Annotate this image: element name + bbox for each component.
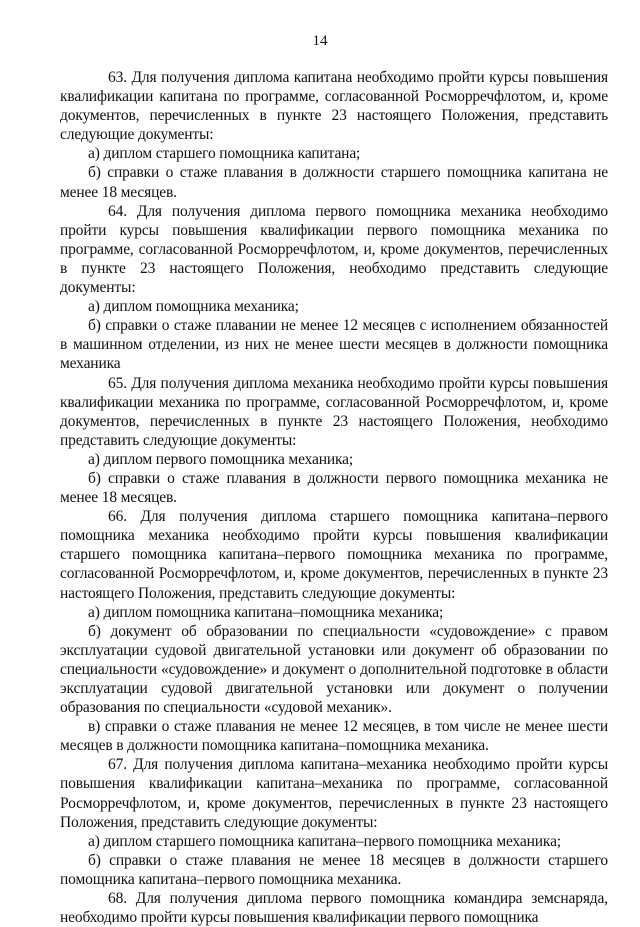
paragraph-65: 65. Для получения диплома механика необходимо пройти курсы повышения квалификации механика по программе, согласованной Росморречфлотом, и, кроме документов, перечисленных в пункте 23 настоящего Положения, необходимо представить следующие документы: bbox=[60, 374, 608, 449]
list-item: а) диплом первого помощника механика; bbox=[88, 450, 354, 468]
paragraph-66: 66. Для получения диплома старшего помощника капитана–первого помощника механика необходимо пройти курсы повышения квалификации старшего помощника капитана–первого помощника механика по программе, согласованной Росморречфлотом, и, кроме документов, перечисленных в пункте 23 настоящего Положения, представить следующие документы: bbox=[60, 508, 608, 602]
paragraph-68: 68. Для получения диплома первого помощника командира земснаряда, необходимо пройти курсы повышения квалификации первого помощника bbox=[60, 890, 608, 927]
list-item: б) справки о стаже плавания не менее 18 месяцев в должности старшего помощника капитана–первого помощника механика. bbox=[60, 851, 608, 888]
list-item: б) документ об образовании по специальности «судовождение» с правом эксплуатации судовой двигательной установки или документ об образовании по специальности «судовождение» и документ о дополнительной подготовке в области эксплуатации судовой двигательной установки или документ о получении образования по специальности «судовой механик». bbox=[60, 622, 608, 717]
list-item: а) диплом помощника механика; bbox=[88, 298, 299, 316]
list-item: б) справки о стаже плавания в должности старшего помощника капитана не менее 18 месяцев. bbox=[60, 164, 608, 201]
list-item: а) диплом помощника капитана–помощника механика; bbox=[88, 603, 444, 621]
list-item: а) диплом старшего помощника капитана–первого помощника механика; bbox=[88, 832, 561, 850]
page-number: 14 bbox=[312, 33, 328, 49]
list-item: в) справки о стаже плавания не менее 12 месяцев, в том числе не менее шести месяцев в должности помощника капитана–помощника механика. bbox=[60, 718, 608, 755]
list-item: а) диплом старшего помощника капитана; bbox=[88, 145, 361, 163]
list-item: б) справки о стаже плавания в должности первого помощника механика не менее 18 месяцев. bbox=[60, 469, 608, 507]
list-item: б) справки о стаже плавании не менее 12 месяцев с исполнением обязанностей в машинном отделении, из них не менее шести месяцев в должности помощника механика bbox=[60, 317, 608, 373]
paragraph-67: 67. Для получения диплома капитана–механика необходимо пройти курсы повышения квалификации капитана–механика по программе, согласованной Росморречфлотом, и, кроме документов, перечисленных в пункте 23 настоящего Положения, представить следующие документы: bbox=[60, 756, 608, 831]
paragraph-64: 64. Для получения диплома первого помощника механика необходимо пройти курсы повышения квалификации первого помощника механика по программе, согласованной Росморречфлотом, и, кроме документов, перечисленных в пункте 23 настоящего Положения, необходимо представить следующие документы: bbox=[60, 202, 608, 297]
document-body bbox=[60, 68, 608, 927]
paragraph-63: 63. Для получения диплома капитана необходимо пройти курсы повышения квалификации капитана по программе, согласованной Росморречфлотом, и, кроме документов, перечисленных в пункте 23 настоящего Положения, представить следующие документы: bbox=[60, 69, 608, 144]
